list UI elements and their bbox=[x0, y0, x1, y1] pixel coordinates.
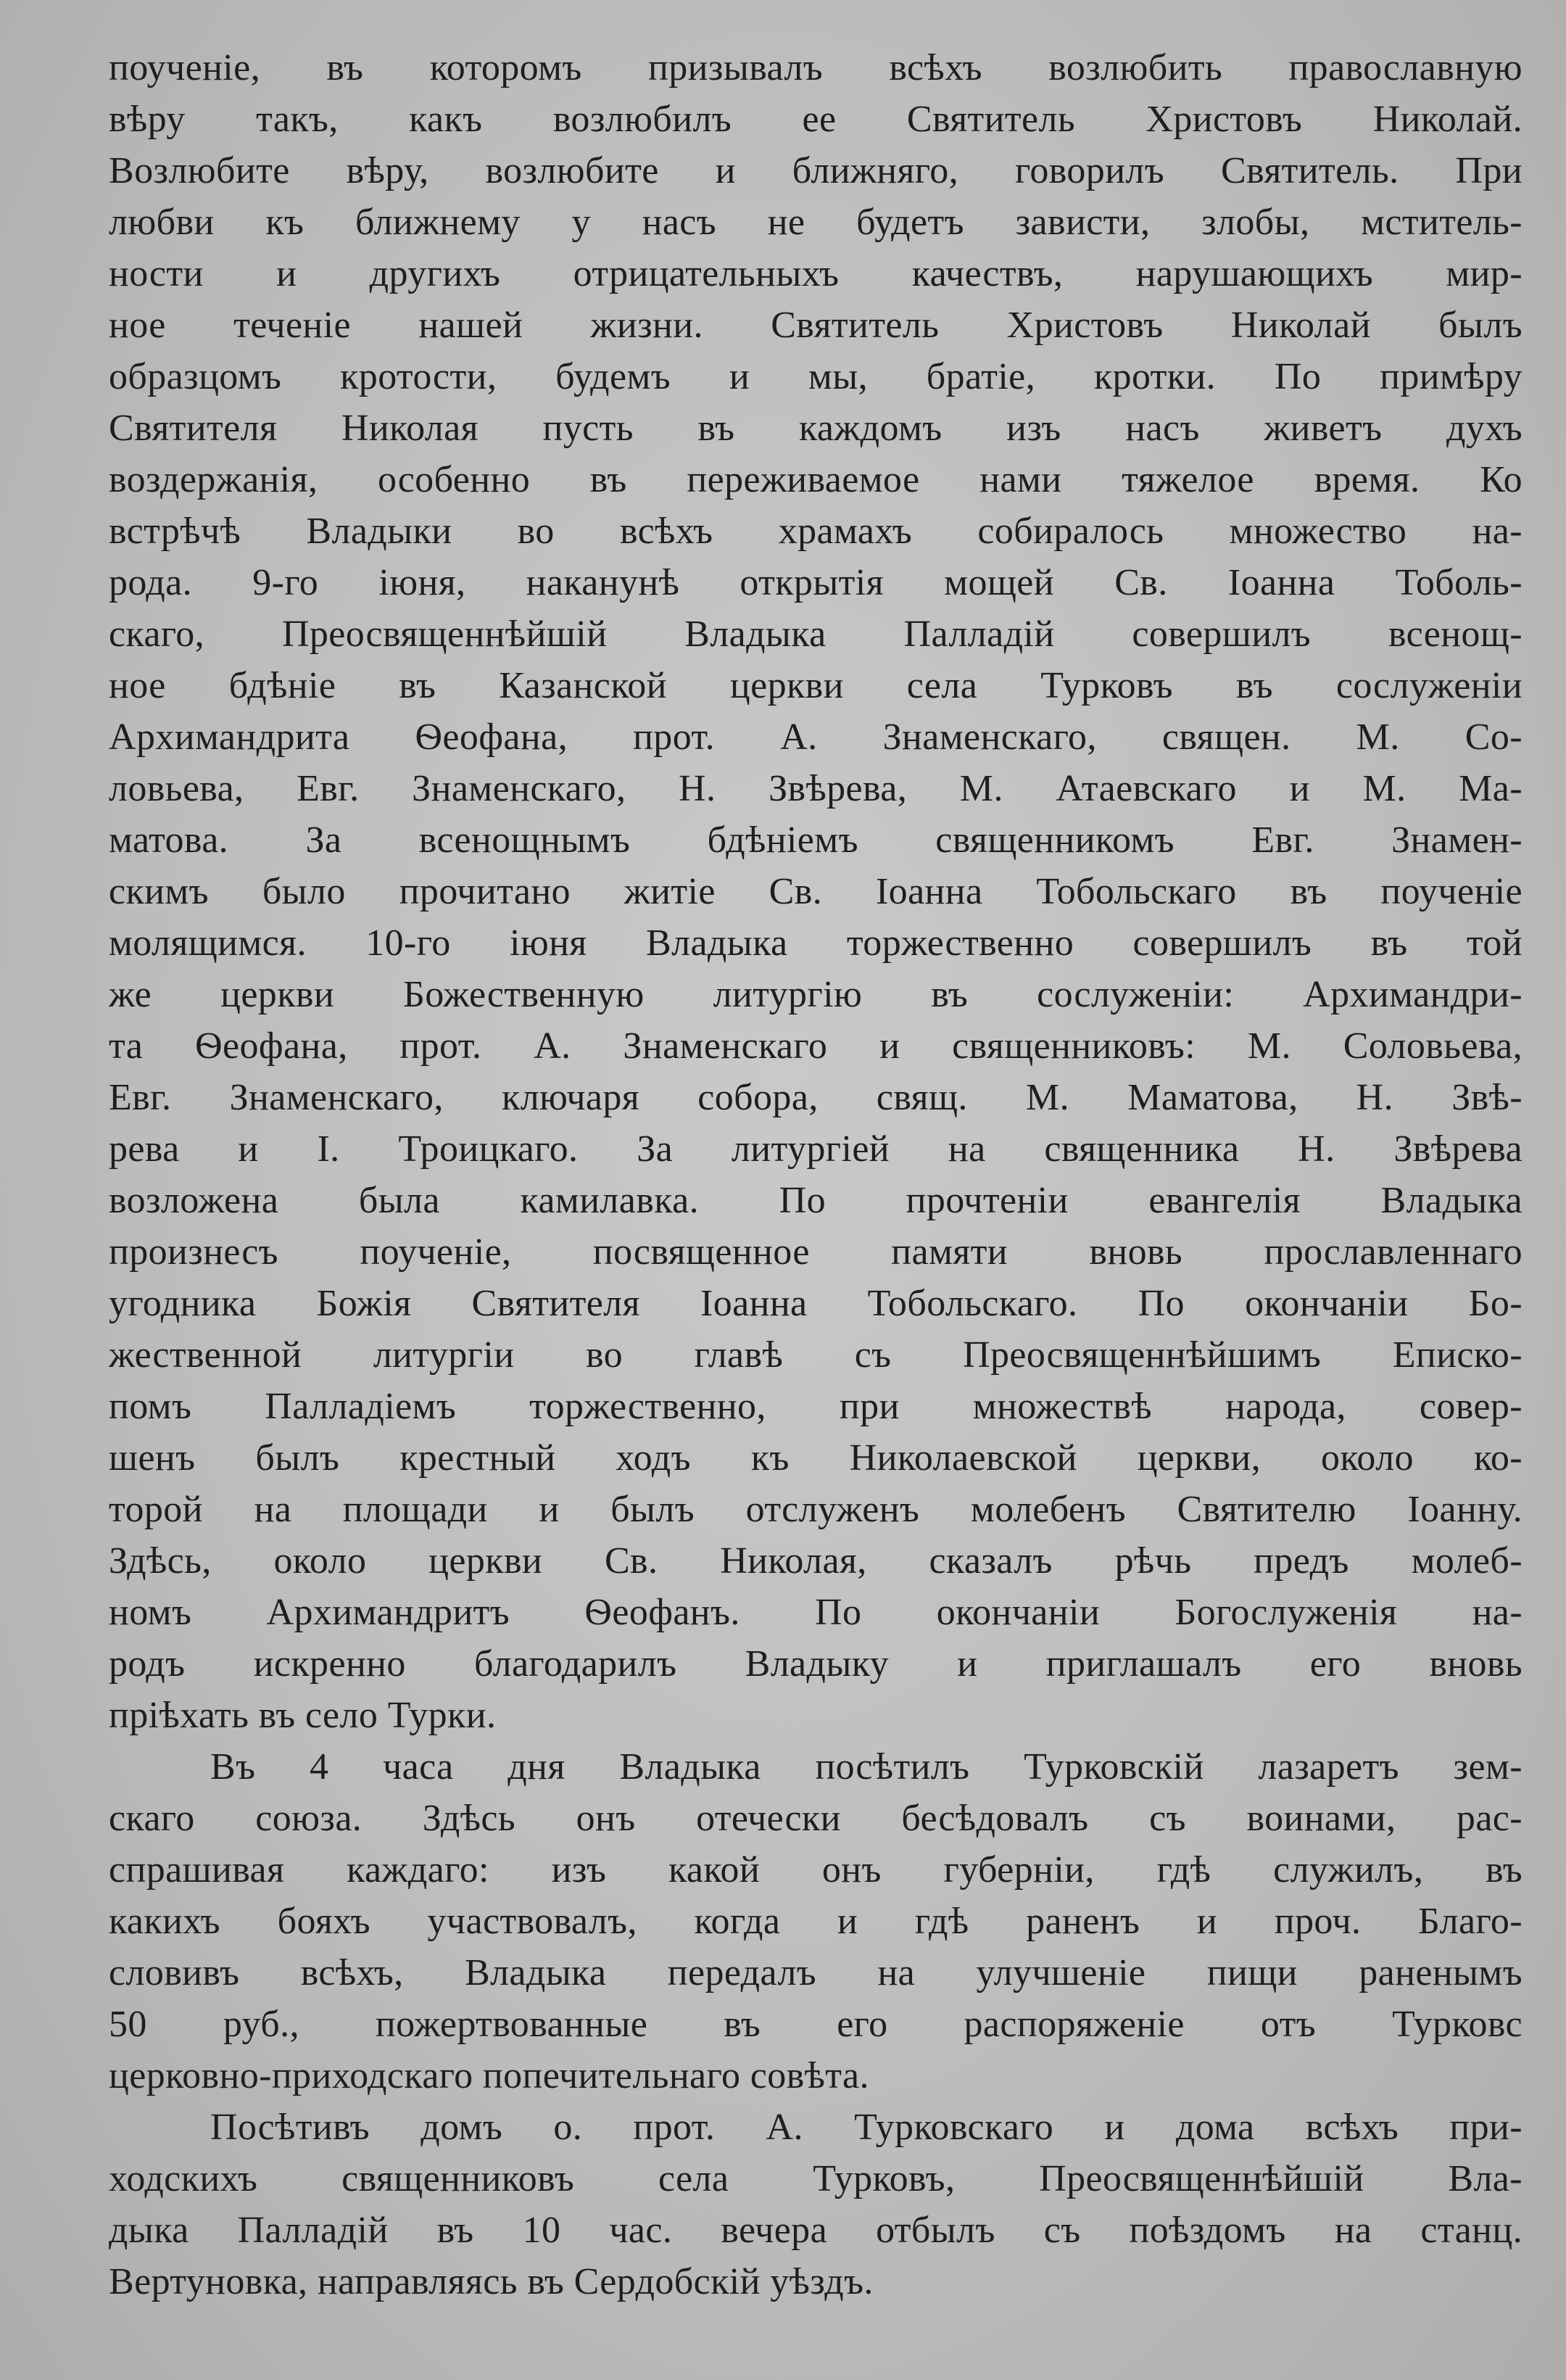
document-text-body bbox=[109, 42, 1522, 2307]
text-line: торой на площади и былъ отслуженъ молебенъ Святителю Іоанну. bbox=[109, 1489, 1522, 1530]
text-line: образцомъ кротости, будемъ и мы, братіе, кротки. По примѣру bbox=[109, 356, 1522, 397]
text-line: ходскихъ священниковъ села Турковъ, Преосвященнѣйшій Вла- bbox=[109, 2158, 1522, 2199]
text-line: угодника Божія Святителя Іоанна Тобольскаго. По окончаніи Бо- bbox=[109, 1283, 1522, 1324]
text-line: та Ѳеофана, прот. А. Знаменскаго и священниковъ: М. Соловьева, bbox=[109, 1025, 1522, 1067]
text-line: шенъ былъ крестный ходъ къ Николаевской церкви, около ко- bbox=[109, 1437, 1522, 1479]
text-line: 50 руб., пожертвованные въ его распоряженіе отъ Турковс bbox=[109, 2004, 1522, 2045]
text-line: скаго, Преосвященнѣйшій Владыка Палладій совершилъ всенощ- bbox=[109, 613, 1522, 655]
text-line: словивъ всѣхъ, Владыка передалъ на улучшеніе пищи раненымъ bbox=[109, 1952, 1522, 1993]
text-line: молящимся. 10-го іюня Владыка торжественно совершилъ въ той bbox=[109, 922, 1522, 964]
text-line: церковно-приходскаго попечительнаго совѣта. bbox=[109, 2055, 869, 2096]
text-line: Евг. Знаменскаго, ключаря собора, свящ. М. Маматова, Н. Звѣ- bbox=[109, 1077, 1522, 1118]
text-line: какихъ бояхъ участвовалъ, когда и гдѣ раненъ и проч. Благо- bbox=[109, 1901, 1522, 1942]
paragraph bbox=[109, 42, 1522, 1741]
text-line: любви къ ближнему у насъ не будетъ зависти, злобы, мститель- bbox=[109, 202, 1522, 243]
text-line: же церкви Божественную литургію въ сослуженіи: Архимандри- bbox=[109, 974, 1522, 1015]
text-line: воздержанія, особенно въ переживаемое нами тяжелое время. Ко bbox=[109, 459, 1522, 500]
text-line: номъ Архимандритъ Ѳеофанъ. По окончаніи Богослуженія на- bbox=[109, 1592, 1522, 1633]
text-line: Вертуновка, направляясь въ Сердобскій уѣздъ. bbox=[109, 2261, 874, 2302]
text-line: произнесъ поученіе, посвященное памяти вновь прославленнаго bbox=[109, 1231, 1522, 1273]
text-line: скаго союза. Здѣсь онъ отечески бесѣдовалъ съ воинами, рас- bbox=[109, 1798, 1522, 1839]
text-line: помъ Палладіемъ торжественно, при множествѣ народа, совер- bbox=[109, 1386, 1522, 1427]
text-line: встрѣчѣ Владыки во всѣхъ храмахъ собиралось множество на- bbox=[109, 511, 1522, 552]
text-line: рода. 9-го іюня, наканунѣ открытія мощей Св. Іоанна Тоболь- bbox=[109, 562, 1522, 603]
text-line: ное теченіе нашей жизни. Святитель Христовъ Николай былъ bbox=[109, 305, 1522, 346]
paragraph bbox=[109, 1741, 1522, 2102]
text-line: скимъ было прочитано житіе Св. Іоанна Тобольскаго въ поученіе bbox=[109, 871, 1522, 912]
text-line: ловьева, Евг. Знаменскаго, Н. Звѣрева, М. Атаевскаго и М. Ма- bbox=[109, 768, 1522, 809]
text-line: родъ искренно благодарилъ Владыку и приглашалъ его вновь bbox=[109, 1643, 1522, 1685]
text-line: Архимандрита Ѳеофана, прот. А. Знаменскаго, священ. М. Со- bbox=[109, 716, 1522, 758]
text-line: ное бдѣніе въ Казанской церкви села Турковъ въ сослуженіи bbox=[109, 665, 1522, 706]
text-line: Здѣсь, около церкви Св. Николая, сказалъ рѣчь предъ молеб- bbox=[109, 1540, 1522, 1582]
text-line: поученіе, въ которомъ призывалъ всѣхъ возлюбить православную bbox=[109, 47, 1522, 88]
text-line: рева и І. Троицкаго. За литургіей на священника Н. Звѣрева bbox=[109, 1128, 1522, 1170]
text-line: ности и другихъ отрицательныхъ качествъ, нарушающихъ мир- bbox=[109, 253, 1522, 294]
text-line: матова. За всенощнымъ бдѣніемъ священникомъ Евг. Знамен- bbox=[109, 819, 1522, 861]
text-line: Святителя Николая пусть въ каждомъ изъ насъ живетъ духъ bbox=[109, 408, 1522, 449]
text-line: Посѣтивъ домъ о. прот. А. Турковскаго и дома всѣхъ при- bbox=[210, 2107, 1522, 2148]
paragraph bbox=[109, 2102, 1522, 2307]
text-line: вѣру такъ, какъ возлюбилъ ее Святитель Христовъ Николай. bbox=[109, 99, 1522, 140]
text-line: возложена была камилавка. По прочтеніи евангелія Владыка bbox=[109, 1180, 1522, 1221]
text-line: пріѣхать въ село Турки. bbox=[109, 1695, 497, 1736]
text-line: Возлюбите вѣру, возлюбите и ближняго, говорилъ Святитель. При bbox=[109, 150, 1522, 191]
text-line: дыка Палладій въ 10 час. вечера отбылъ съ поѣздомъ на станц. bbox=[109, 2210, 1522, 2251]
text-line: Въ 4 часа дня Владыка посѣтилъ Турковскій лазаретъ зем- bbox=[210, 1746, 1522, 1788]
text-line: жественной литургіи во главѣ съ Преосвященнѣйшимъ Еписко- bbox=[109, 1334, 1522, 1376]
text-line: спрашивая каждаго: изъ какой онъ губерніи, гдѣ служилъ, въ bbox=[109, 1849, 1522, 1891]
